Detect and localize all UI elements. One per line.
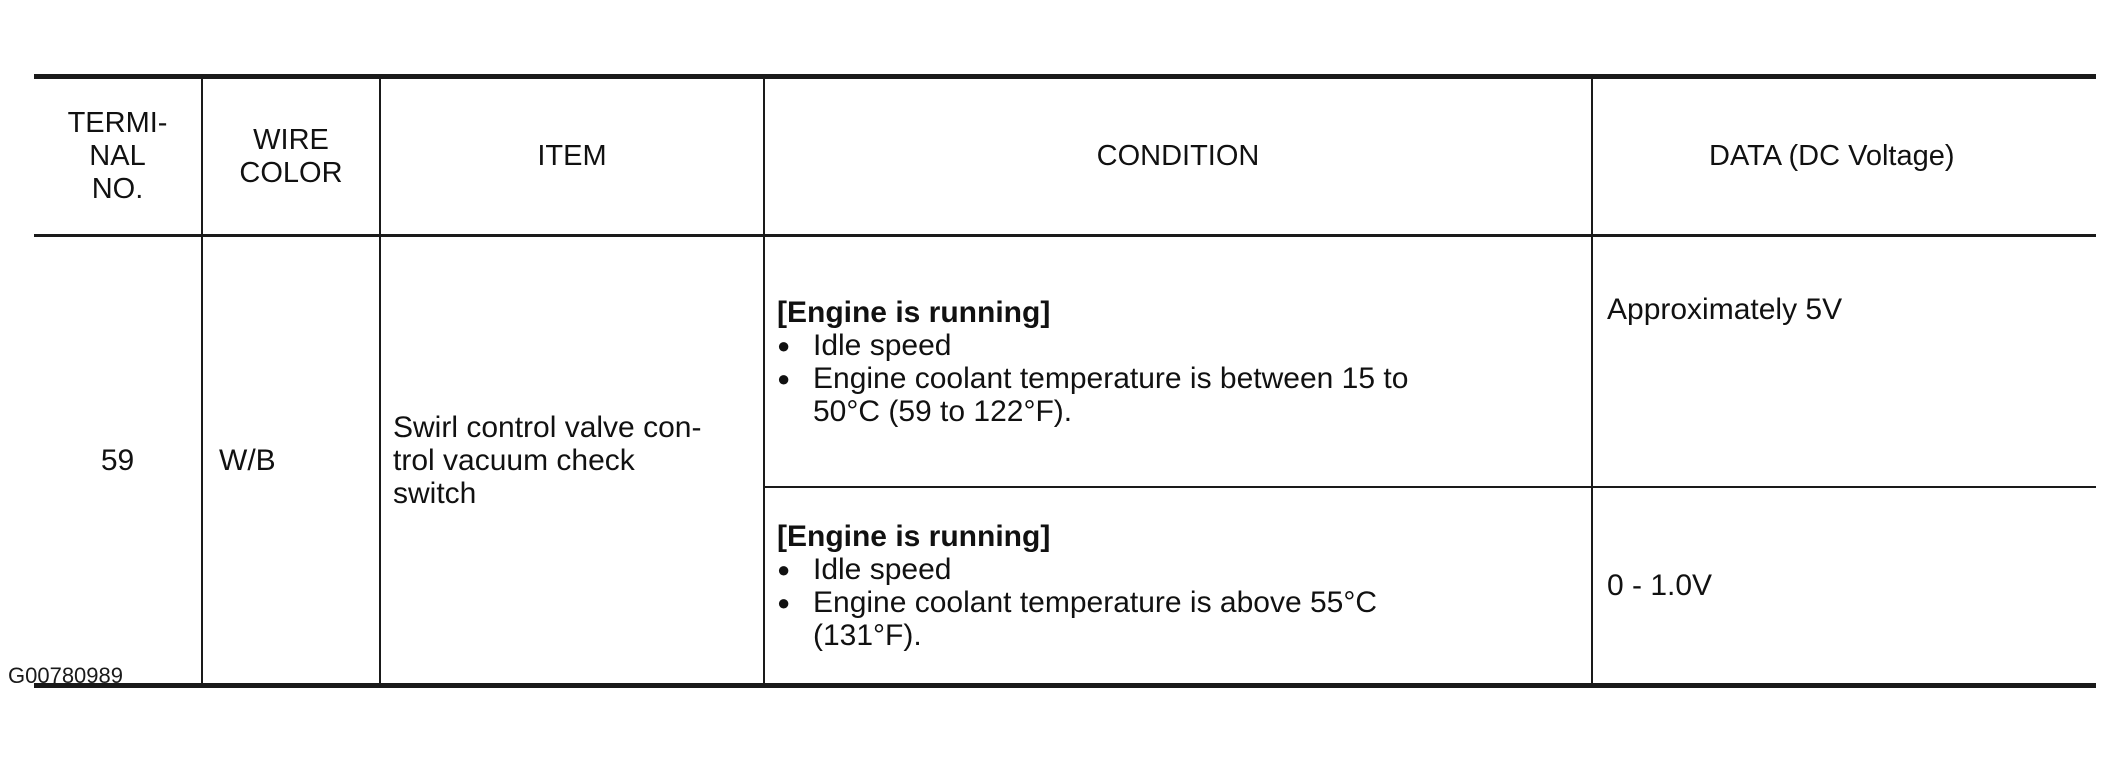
data-value-1: Approximately 5V <box>1607 293 1843 326</box>
terminal-data-table <box>34 74 2096 688</box>
header-terminal-no <box>34 77 202 236</box>
header-condition <box>764 77 1592 236</box>
header-data-label: DATA (DC Voltage) <box>1709 140 1955 172</box>
wire-color-value: W/B <box>219 443 276 477</box>
condition-bullet-item <box>777 586 1573 652</box>
condition-bullet-text: Idle speed <box>813 552 952 586</box>
bullet-dot-icon: ● <box>777 365 791 391</box>
bullet-dot-icon: ● <box>777 332 791 358</box>
header-condition-label: CONDITION <box>1096 140 1260 172</box>
condition-bullet-item <box>777 329 1573 362</box>
header-wire-color-label: WIRE COLOR <box>239 123 343 189</box>
figure-id-caption: G00780989 <box>8 663 123 688</box>
item-value: Swirl control valve con- trol vacuum check switch <box>393 410 702 510</box>
header-data <box>1592 77 2096 236</box>
condition-bullet-text: Idle speed <box>813 328 952 362</box>
bullet-dot-icon: ● <box>777 589 791 615</box>
terminal-no-value: 59 <box>100 443 135 477</box>
bullet-dot-icon: ● <box>777 556 791 582</box>
header-terminal-no-label: TERMI- NAL NO. <box>67 107 168 205</box>
terminal-no-cell <box>34 236 202 686</box>
condition-title-1: [Engine is running] <box>777 295 1051 329</box>
header-item <box>380 77 764 236</box>
condition-bullet-text: Engine coolant temperature is between 15 to 50°C (59 to 122°F). <box>813 361 1409 428</box>
header-wire-color <box>202 77 380 236</box>
condition-title-2: [Engine is running] <box>777 519 1051 553</box>
data-cell-1 <box>1592 236 2096 488</box>
condition-bullet-item <box>777 553 1573 586</box>
condition-cell-1 <box>764 236 1592 488</box>
condition-bullet-item <box>777 362 1573 428</box>
condition-bullet-text: Engine coolant temperature is above 55°C (131°F). <box>813 585 1378 652</box>
table-row <box>34 236 2096 488</box>
wire-color-cell <box>202 236 380 686</box>
header-item-label: ITEM <box>537 140 607 172</box>
table-header-row <box>34 77 2096 236</box>
data-value-2: 0 - 1.0V <box>1607 569 1713 602</box>
item-cell <box>380 236 764 686</box>
data-cell-2 <box>1592 487 2096 686</box>
condition-cell-2 <box>764 487 1592 686</box>
